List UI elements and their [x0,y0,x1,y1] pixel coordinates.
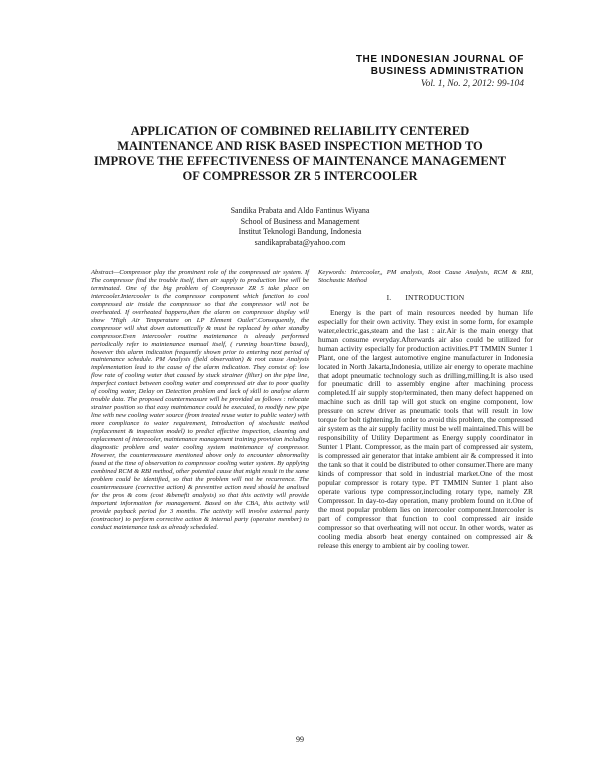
title-line: APPLICATION OF COMBINED RELIABILITY CENTERED [130,124,470,138]
paper-title [60,124,540,184]
section-heading [318,294,533,302]
author-email: sandikaprabata@yahoo.com [254,237,346,247]
section-number: I. [386,292,392,302]
page-number: 99 [296,735,304,744]
journal-name [356,54,524,78]
author-school: School of Business and Management [240,216,360,226]
title-line: OF COMPRESSOR ZR 5 INTERCOOLER [182,169,418,183]
journal-name-line1: THE INDONESIAN JOURNAL OF [355,54,524,65]
keywords: Keywords: Intercooler,, PM analysis, Root Cause Analysis, RCM & RBI, Stochastic Method [318,269,533,284]
title-line: MAINTENANCE AND RISK BASED INSPECTION METHOD TO [117,139,483,153]
volume-info: Vol. 1, No. 2, 2012: 99-104 [420,79,524,89]
section-title: INTRODUCTION [405,292,465,302]
abstract-text: Abstract—Compressor play the prominent role of the compressed air system. If The compressor find the trouble itself, then air supply to production line will be terminated. One of the big problem of Compressor ZR 5 take place on intercooler.Intercooler is the compressor component which function to cool compressed air inside the compressor so that the compressor will not be overheated. If overheated happens,then the alarm on compressor display will show "High Air Temperature on LP Element Outlet".Consequently, the compressor will shut down automatically & must be replaced by other standby compressor.Even intercooler routine maintenance is already performed periodically refer to maintenance manual itself, ( running hour/time based), however this alarm indication frequently shown prior to entering next period of maintenance schedule. PM Analysis (field observation) & root cause Analysis implementation lead to the cause of the alarm indication. They consist of: low flow rate of cooling water that caused by stuck strainer (filter) on the pipe line, imperfect contact between cooling water and compressed air due to poor quality of cooling water, Delay on Detection problem and lack of skill to analyse alarm trouble data. The proposed countermeasure will be provided as follows : relocate strainer position so that easy maintenance could be executed, to modify new pipe line with new cooling water source (from treated reuse water to public water) with more compliance to water requirement, Introduction of stochastic method (replacement & inspection model) to predict effective inspection, cleaning and replacement of intercooler, maintenance management training provision including diagnostic problem and water cooling system maintenance of compressor. However, the countermeasure mentioned above only to encounter abnormality found at the time of observation to compressor cooling water system. By applying combined RCM & RBI method, other potential cause that might result in the same problem could be identified, so that the problem will not be recurrence. The countermeasure (corrective action) & preventive action need should be analised for the pros & cons (cost &benefit analysis) so that this activity will provide important information for management. Based on the CBA, this activity will provide payback period for 3 months. The activity will involve external party (contractor) to perform corrective action & internal party (operator member) to conduct maintenance task as already scheduled. [91,269,309,531]
title-line: IMPROVE THE EFFECTIVENESS OF MAINTENANCE MANAGEMENT [93,154,507,168]
journal-name-line2: BUSINESS ADMINISTRATION [370,66,524,77]
introduction-text: Energy is the part of main resources needed by human life especially for their own activity. They exist in some form, for example water,electric,gas,steam and the last : air.Air is the main energy that human consume everyday.Afterwards air also could be utilized for human activity especially for production activities.PT TMMIN Sunter 1 Plant, one of the largest automotive engine manufacturer in Indonesia located in North Jakarta,Indonesia, utilize air energy to operate machine that adopt pneumatic technology such as drilling,milling.It is also used for pneumatic drill to assembly engine after machining process completed.If air supply stop/terminated, then many defect happened on machine such as drill tap will got stuck on engine component, low pressure on screw driver as pneumatic tools that will result in low torque for bolt tightening.In order to avoid this problem, the compressed air system as the air supply facility must be well maintained.This will be responsibility of Utility Department as Energy supply coordinator in Sunter 1 Plant. Compressor, as the main part of compressed air system, is compressed air generator that intake ambient air & compressed it into the tank so that it could be distributed to other consumer.There are many kinds of compressor that sold in industrial market.One of the most popular compressor is rotary type. PT TMMIN Sunter 1 plant also operate various type compressor,including rotary type, namely ZR Compressor. In day-to-day operation, many problem found on it.One of the most popular problem lies on intercooler component.Intercooler is part of compressor that function to cool compressed air inside compressor so that overheating will not occur. In other words, water as cooling media absorb heat energy contained on compressed air & release this energy to ambient air by cooling tower. [318,307,533,550]
author-institution: Institut Teknologi Bandung, Indonesia [238,227,362,236]
author-block [150,206,450,248]
left-column [91,269,309,531]
author-names: Sandika Prabata and Aldo Fantinus Wiyana [230,206,370,215]
right-column [318,269,533,551]
abstract [91,269,309,531]
